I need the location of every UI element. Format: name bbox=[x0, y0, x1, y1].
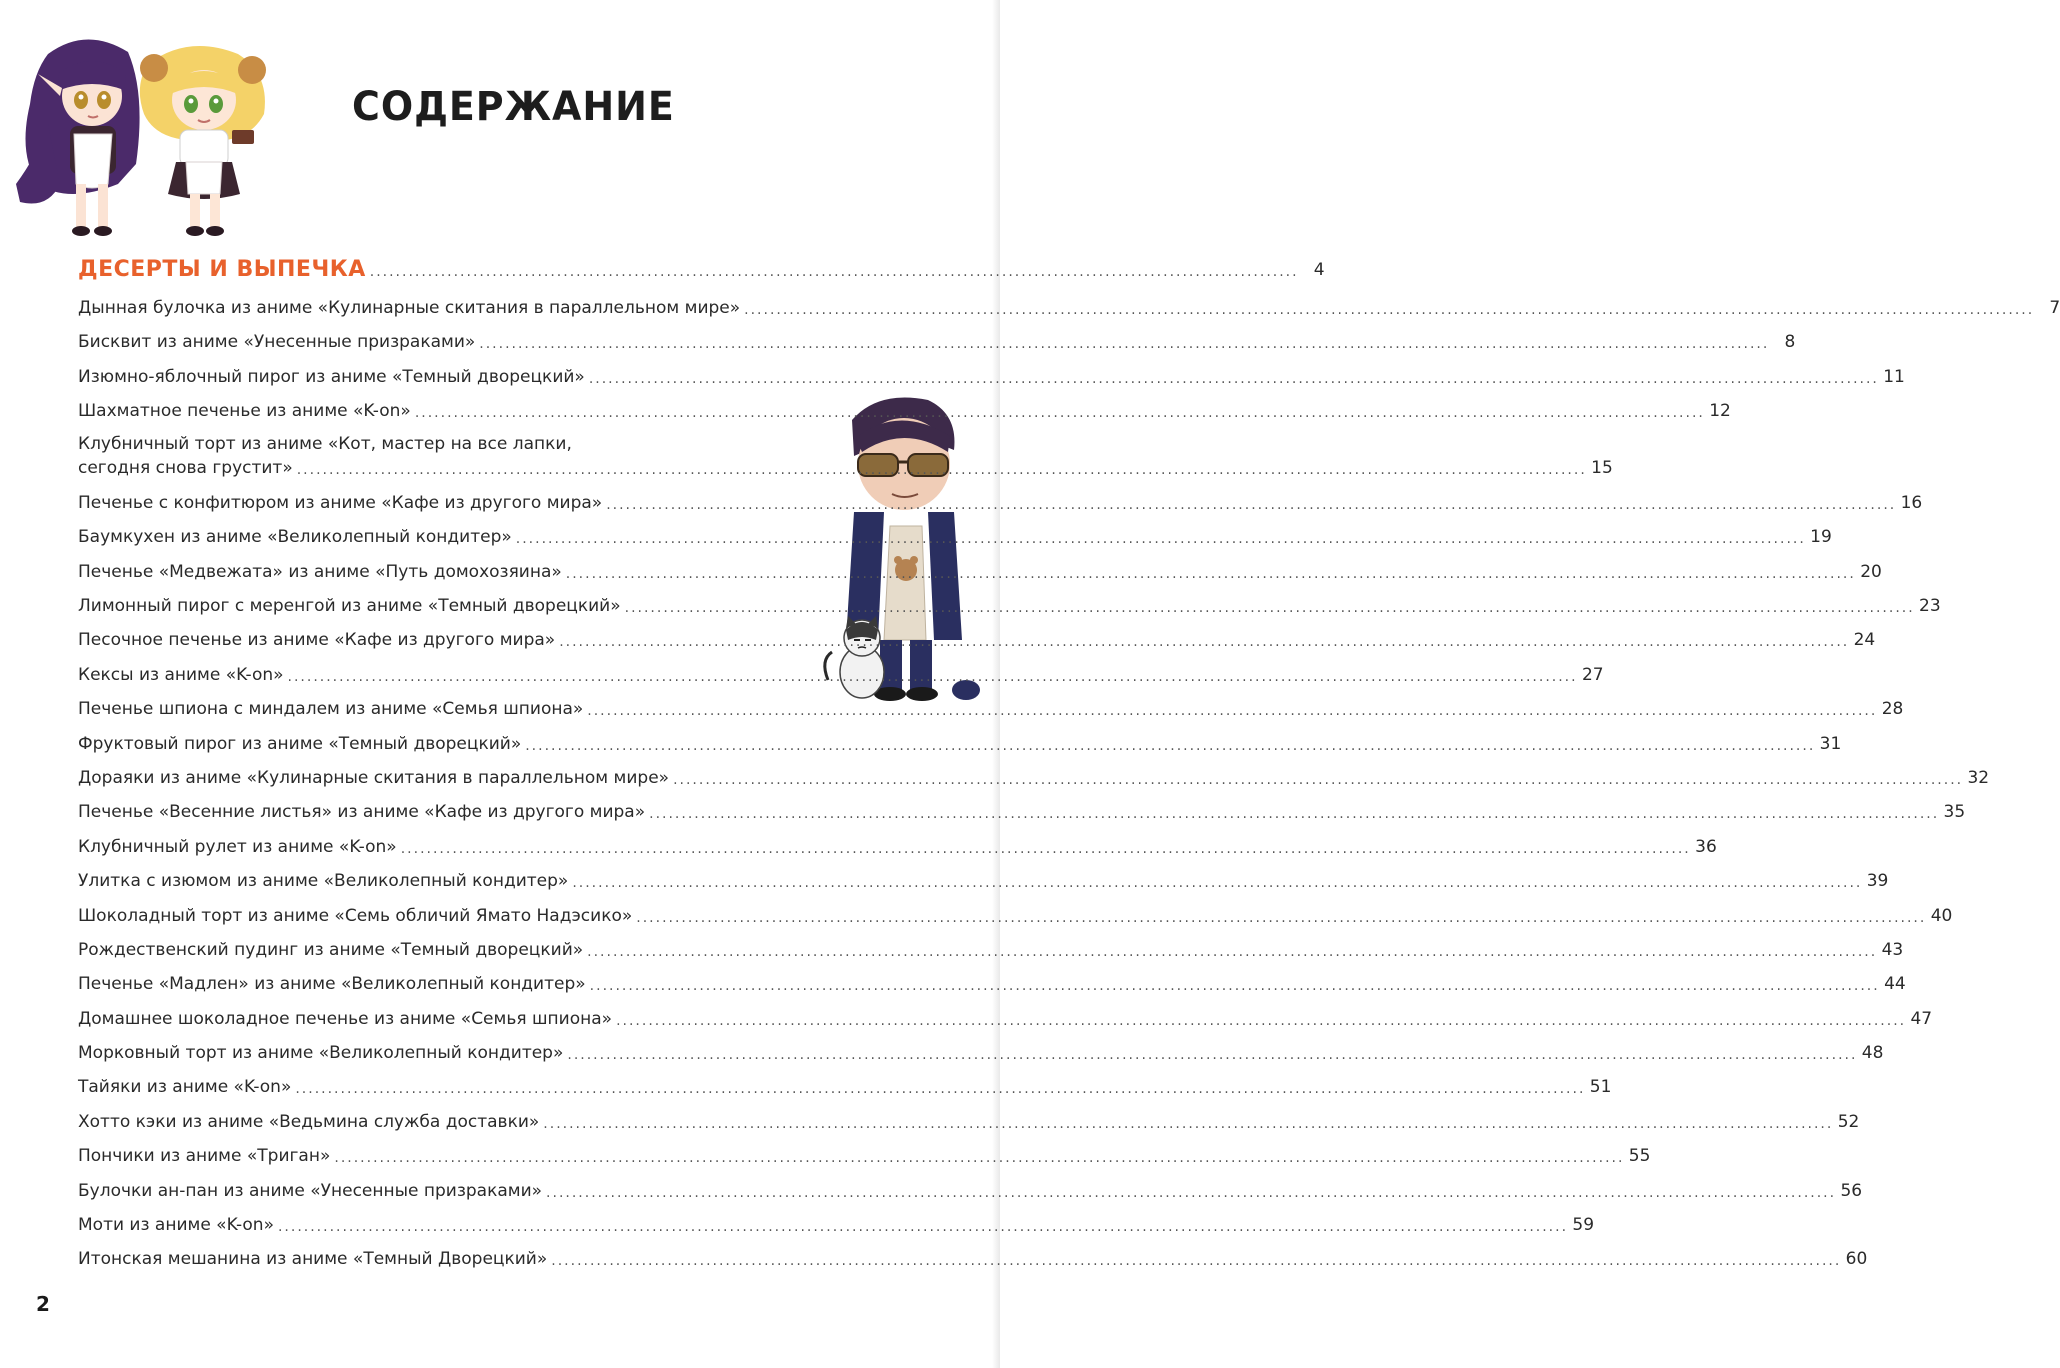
toc-leader-dots: ........................................................................................................................................................................................................ bbox=[624, 600, 1915, 616]
toc-entry-title: Баумкухен из аниме «Великолепный кондитер» bbox=[78, 527, 512, 547]
toc-entry[interactable] bbox=[78, 835, 1717, 859]
toc-page-number: 43 bbox=[1881, 940, 1904, 960]
toc-page-number: 60 bbox=[1845, 1249, 1868, 1269]
toc-page-number: 44 bbox=[1884, 974, 1906, 994]
toc-entry[interactable] bbox=[78, 904, 1953, 928]
toc-entry[interactable] bbox=[78, 456, 1613, 480]
toc-page-number: 20 bbox=[1860, 562, 1882, 582]
toc-page-number: 55 bbox=[1628, 1146, 1651, 1166]
toc-entry-title: Шахматное печенье из аниме «K-on» bbox=[78, 401, 411, 421]
toc-leader-dots: ........................................................................................................................................................................................................ bbox=[525, 738, 1816, 754]
toc-entry-title: Булочки ан-пан из аниме «Унесенные призраками» bbox=[78, 1181, 543, 1201]
toc-page-number: 15 bbox=[1591, 458, 1613, 478]
toc-leader-dots: ........................................................................................................................................................................................................ bbox=[277, 1219, 1569, 1235]
toc-page-number: 7 bbox=[2049, 298, 2060, 318]
toc-entry-title: Моти из аниме «K-on» bbox=[78, 1215, 274, 1235]
toc-leader-dots: ........................................................................................................................................................................................................ bbox=[287, 669, 1578, 685]
toc-entry[interactable] bbox=[78, 1247, 1868, 1271]
toc-leader-dots: ........................................................................................................................................................................................................ bbox=[572, 875, 1863, 891]
chibi-man-with-cat-illustration bbox=[818, 390, 994, 712]
page-title: СОДЕРЖАНИЕ bbox=[352, 84, 675, 130]
toc-entry-title: Домашнее шоколадное печенье из аниме «Семья шпиона» bbox=[78, 1009, 613, 1029]
toc-entry-title: Бисквит из аниме «Унесенные призраками» bbox=[78, 332, 476, 352]
toc-page-number: 52 bbox=[1837, 1112, 1860, 1132]
toc-entry[interactable] bbox=[78, 1075, 1612, 1099]
toc-page-number: 11 bbox=[1883, 367, 1905, 387]
toc-leader-dots: ........................................................................................................................................................................................................ bbox=[559, 634, 1850, 650]
toc-leader-dots: ........................................................................................................................................................................................................ bbox=[616, 1013, 1907, 1029]
toc-entry[interactable] bbox=[78, 1144, 1651, 1168]
toc-entry-title: Рождественский пудинг из аниме «Темный дворецкий» bbox=[78, 940, 584, 960]
toc-entry[interactable] bbox=[78, 938, 1904, 962]
toc-page-number: 59 bbox=[1572, 1215, 1595, 1235]
toc-section-desserts[interactable] bbox=[78, 257, 1325, 282]
toc-leader-dots: ........................................................................................................................................................................................................ bbox=[546, 1185, 1837, 1201]
toc-entry[interactable] bbox=[78, 697, 1904, 721]
toc-page-number: 47 bbox=[1910, 1009, 1933, 1029]
toc-entry-title: Печенье «Весенние листья» из аниме «Кафе из другого мира» bbox=[78, 802, 646, 822]
toc-page-number: 27 bbox=[1581, 665, 1604, 685]
toc-entry-title: Итонская мешанина из аниме «Темный Дворецкий» bbox=[78, 1249, 548, 1269]
toc-entry-title: Хотто кэки из аниме «Ведьмина служба доставки» bbox=[78, 1112, 540, 1132]
toc-leader-dots: ........................................................................................................................................................................................................ bbox=[673, 772, 1964, 788]
toc-section-title: ДЕСЕРТЫ И ВЫПЕЧКА bbox=[78, 257, 366, 282]
toc-entry[interactable] bbox=[78, 766, 1990, 790]
toc-page-number: 4 bbox=[1313, 260, 1325, 280]
toc-entry-title: Изюмно-яблочный пирог из аниме «Темный дворецкий» bbox=[78, 367, 585, 387]
toc-leader-dots: ........................................................................................................................................................................................................ bbox=[587, 944, 1878, 960]
toc-entry[interactable] bbox=[78, 663, 1604, 687]
toc-leader-dots: ................................................................................................................................................ bbox=[369, 264, 1299, 280]
toc-entry[interactable] bbox=[78, 365, 1905, 389]
toc-entry-title: Песочное печенье из аниме «Кафе из другого мира» bbox=[78, 630, 556, 650]
toc-entry[interactable] bbox=[78, 1179, 1863, 1203]
toc-entry[interactable] bbox=[78, 1007, 1933, 1031]
toc-page-number: 40 bbox=[1930, 906, 1953, 926]
toc-entry[interactable] bbox=[78, 594, 1941, 618]
toc-entry-title: Лимонный пирог с меренгой из аниме «Темный дворецкий» bbox=[78, 596, 621, 616]
toc-entry[interactable] bbox=[78, 491, 1923, 515]
toc-leader-dots: ........................................................................................................................................................................................................ bbox=[334, 1150, 1625, 1166]
toc-page-number: 28 bbox=[1881, 699, 1904, 719]
toc-page-number: 32 bbox=[1967, 768, 1990, 788]
toc-leader-dots: ........................................................................................................................................................................................................ bbox=[551, 1253, 1842, 1269]
toc-entry-title: Дораяки из аниме «Кулинарные скитания в параллельном мире» bbox=[78, 768, 670, 788]
toc-entry-title: Кексы из аниме «K-on» bbox=[78, 665, 284, 685]
toc-page-number: 24 bbox=[1853, 630, 1876, 650]
toc-page-number: 48 bbox=[1861, 1043, 1884, 1063]
purple-hair-girl-figure bbox=[16, 39, 140, 236]
toc-page-number: 16 bbox=[1900, 493, 1923, 513]
toc-leader-dots: ........................................................................................................................................................................................................ bbox=[606, 497, 1897, 513]
toc-leader-dots: ........................................................................................................................................................................................................ bbox=[565, 566, 1856, 582]
toc-entry-title: Улитка с изюмом из аниме «Великолепный кондитер» bbox=[78, 871, 569, 891]
toc-page-number: 36 bbox=[1695, 837, 1717, 857]
toc-leader-dots: ........................................................................................................................................................................................................ bbox=[588, 371, 1879, 387]
chibi-maid-girls-illustration bbox=[8, 34, 280, 240]
toc-leader-dots: ........................................................................................................................................................................................................ bbox=[649, 806, 1940, 822]
toc-leader-dots: ........................................................................................................................................................................................................ bbox=[744, 302, 2035, 318]
toc-entry-line bbox=[78, 432, 798, 456]
toc-entry-title: Шоколадный торт из аниме «Семь обличий Ямато Надэсико» bbox=[78, 906, 633, 926]
toc-leader-dots: ........................................................................................................................................................................................................ bbox=[589, 978, 1880, 994]
toc-leader-dots: ........................................................................................................................................................................................................ bbox=[414, 405, 1705, 421]
toc-page-number: 56 bbox=[1840, 1181, 1863, 1201]
toc-leader-dots: ........................................................................................................................................................................................................ bbox=[479, 336, 1770, 352]
toc-page-number: 51 bbox=[1589, 1077, 1612, 1097]
toc-entry[interactable] bbox=[78, 1041, 1884, 1065]
toc-entry[interactable] bbox=[78, 1213, 1595, 1237]
toc-entry-title: Печенье «Медвежата» из аниме «Путь домохозяина» bbox=[78, 562, 562, 582]
toc-entry[interactable] bbox=[78, 560, 1882, 584]
toc-entry[interactable] bbox=[78, 972, 1906, 996]
toc-entry[interactable] bbox=[78, 869, 1889, 893]
toc-leader-dots: ........................................................................................................................................................................................................ bbox=[587, 703, 1878, 719]
toc-entry-title: Фруктовый пирог из аниме «Темный дворецкий» bbox=[78, 734, 522, 754]
toc-entry-title: Клубничный рулет из аниме «K-on» bbox=[78, 837, 397, 857]
toc-page-number: 8 bbox=[1784, 332, 1796, 352]
toc-entry-title: Дынная булочка из аниме «Кулинарные скитания в параллельном мире» bbox=[78, 298, 741, 318]
toc-page-number: 23 bbox=[1919, 596, 1941, 616]
toc-entry[interactable] bbox=[78, 330, 1796, 354]
toc-entry-title: сегодня снова грустит» bbox=[78, 458, 293, 478]
toc-entry[interactable] bbox=[78, 1110, 1860, 1134]
toc-leader-dots: ........................................................................................................................................................................................................ bbox=[567, 1047, 1858, 1063]
toc-leader-dots: ........................................................................................................................................................................................................ bbox=[400, 841, 1691, 857]
toc-entry[interactable] bbox=[78, 399, 1731, 423]
toc-entry-title: Клубничный торт из аниме «Кот, мастер на все лапки, bbox=[78, 434, 572, 454]
toc-entry-title: Пончики из аниме «Триган» bbox=[78, 1146, 331, 1166]
toc-leader-dots: ........................................................................................................................................................................................................ bbox=[515, 531, 1806, 547]
toc-entry[interactable] bbox=[78, 296, 2060, 320]
toc-page-number: 12 bbox=[1709, 401, 1731, 421]
toc-entry[interactable] bbox=[78, 800, 1966, 824]
toc-page-number: 19 bbox=[1810, 527, 1832, 547]
toc-leader-dots: ........................................................................................................................................................................................................ bbox=[543, 1116, 1834, 1132]
toc-leader-dots: ........................................................................................................................................................................................................ bbox=[636, 910, 1927, 926]
toc-entry[interactable] bbox=[78, 732, 1842, 756]
page-number: 2 bbox=[36, 1292, 50, 1316]
toc-leader-dots: ........................................................................................................................................................................................................ bbox=[296, 462, 1587, 478]
toc-entry-title: Морковный торт из аниме «Великолепный кондитер» bbox=[78, 1043, 564, 1063]
toc-entry[interactable] bbox=[78, 628, 1876, 652]
toc-page-number: 39 bbox=[1866, 871, 1889, 891]
toc-entry-title: Печенье шпиона с миндалем из аниме «Семья шпиона» bbox=[78, 699, 584, 719]
blonde-girl-figure bbox=[140, 46, 266, 236]
toc-page-number: 35 bbox=[1943, 802, 1966, 822]
toc-entry-title: Печенье «Мадлен» из аниме «Великолепный кондитер» bbox=[78, 974, 586, 994]
toc-entry[interactable] bbox=[78, 525, 1832, 549]
toc-entry-title: Тайяки из аниме «K-on» bbox=[78, 1077, 292, 1097]
toc-entry-title: Печенье с конфитюром из аниме «Кафе из другого мира» bbox=[78, 493, 603, 513]
toc-leader-dots: ........................................................................................................................................................................................................ bbox=[295, 1081, 1586, 1097]
toc-page-number: 31 bbox=[1819, 734, 1842, 754]
